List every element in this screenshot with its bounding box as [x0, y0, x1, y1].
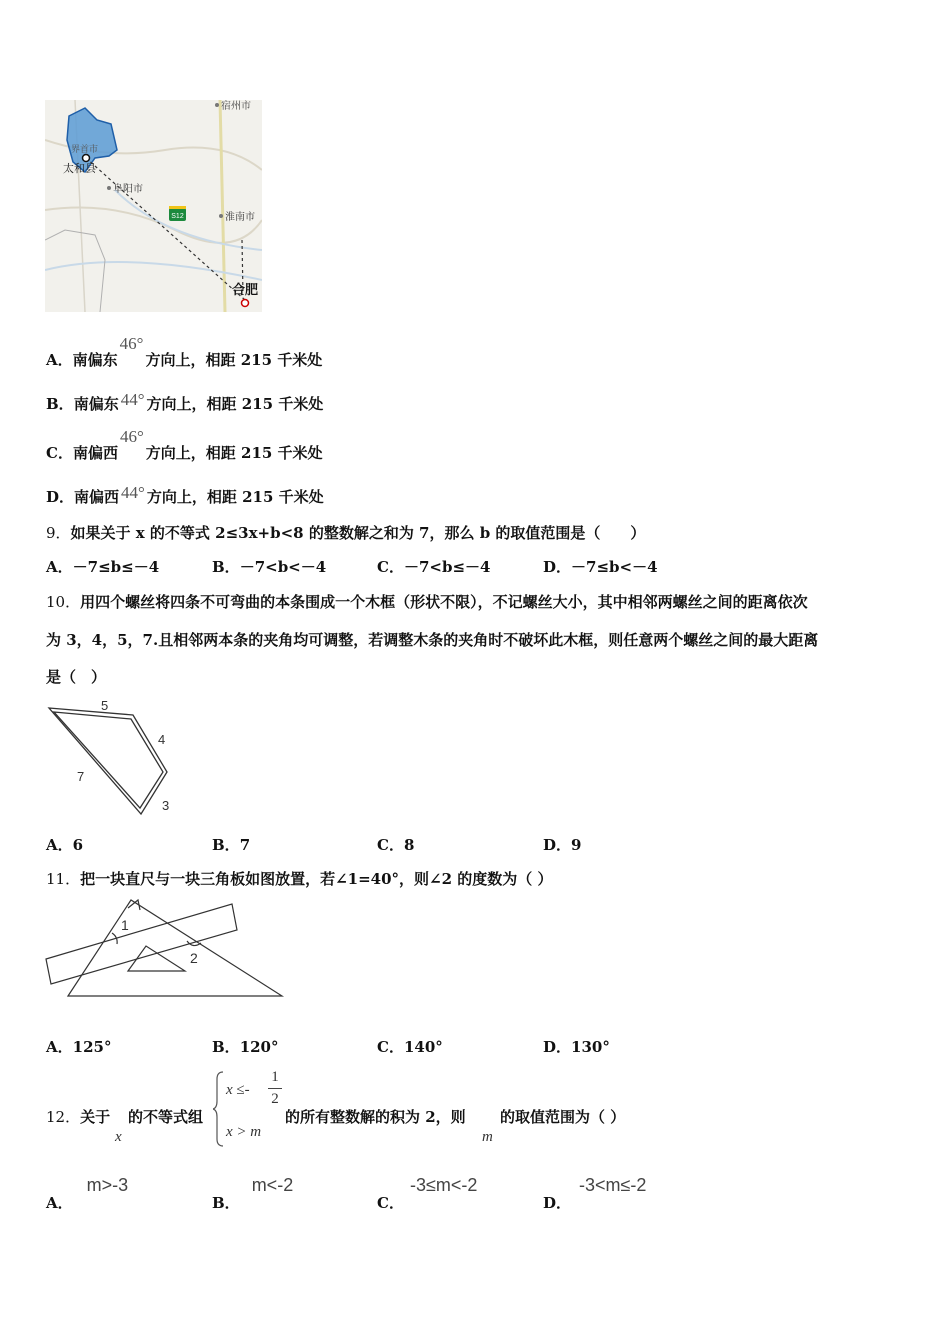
q9-option-c[interactable]: C．－7<b≤－4 [377, 558, 491, 576]
q11-ruler-triangle-figure [45, 897, 285, 1001]
angle-value: 44° [120, 390, 145, 409]
q12-fraction [268, 1069, 282, 1108]
q12-brace-icon [213, 1071, 225, 1147]
q12-option-b[interactable]: B．m<-2 [212, 1175, 294, 1212]
q8-option-d[interactable]: D．南偏西 44° 方向上，相距 215 千米处 [46, 483, 324, 506]
frame-outer [49, 708, 170, 814]
q12-stem-part2: 的不等式组 [128, 1108, 204, 1126]
q12-system-line2: x > m [226, 1124, 262, 1140]
q11-option-b[interactable]: B．120° [212, 1038, 279, 1056]
map-label-huainan: 淮南市 [225, 212, 255, 223]
q9-option-b[interactable]: B．－7<b<－4 [212, 558, 327, 576]
ruler-shape [46, 904, 237, 984]
q10-stem-line3: 是（ ） [46, 668, 107, 686]
angle-1-label: 1 [121, 917, 129, 933]
hefei-marker-icon [242, 300, 249, 307]
angle-value: 46° [119, 334, 144, 353]
frame-label-left: 7 [77, 769, 85, 784]
q10-option-b[interactable]: B．7 [212, 836, 251, 854]
frame-inner [54, 712, 166, 808]
q9-option-a[interactable]: A．－7≤b≤－4 [46, 558, 160, 576]
q11-stem: 11．把一块直尺与一块三角板如图放置，若∠1=40°，则∠2 的度数为（ ） [46, 870, 553, 888]
fraction-denominator: 2 [271, 1091, 279, 1107]
city-dot-icon [219, 214, 223, 218]
road-label: S12 [171, 213, 184, 220]
q10-wood-frame-figure [45, 700, 185, 820]
q12-system-line1-lhs: x ≤- [226, 1082, 250, 1098]
q10-stem-line2: 为 3，4，5，7.且相邻两本条的夹角均可调整，若调整木条的夹角时不破坏此木框，则任意两个螺丝之间的最大距离 [46, 631, 819, 649]
q10-option-c[interactable]: C．8 [377, 836, 415, 854]
q11-option-a[interactable]: A．125° [46, 1038, 112, 1056]
map-label-suzhou: 宿州市 [221, 101, 251, 112]
q8-option-b[interactable]: B．南偏东 44° 方向上，相距 215 千米处 [46, 390, 324, 413]
city-dot-icon [107, 186, 111, 190]
fraction-numerator: 1 [271, 1069, 279, 1085]
q12-option-a[interactable]: A．m>-3 [46, 1175, 129, 1212]
q9-option-d[interactable]: D．－7≤b<－4 [543, 558, 658, 576]
map-label-taihe: 太和县 [63, 163, 96, 175]
map-figure [45, 100, 262, 312]
road-shield-top [169, 206, 186, 209]
q12-stem-part4: 的取值范围为（ ） [500, 1108, 626, 1126]
q10-stem-line1: 10．用四个螺丝将四条不可弯曲的本条围成一个木框（形状不限），不记螺丝大小，其中相邻两螺丝之间的距离依次 [46, 593, 808, 611]
q8-option-a[interactable]: A．南偏东46°方向上，相距 215 千米处 [46, 334, 323, 369]
q12-stem-part1: 12．关于 [46, 1108, 111, 1126]
map-label-jieshou: 界首市 [71, 144, 99, 154]
angle-value: 44° [121, 483, 145, 502]
city-dot-icon [215, 103, 219, 107]
q11-option-c[interactable]: C．140° [377, 1038, 443, 1056]
angle-2-label: 2 [190, 950, 198, 966]
q12-var-m: m [482, 1129, 493, 1145]
fraction-bar [268, 1088, 282, 1089]
q12-var-x: x [115, 1129, 122, 1145]
taihe-marker-icon [83, 155, 90, 162]
map-label-hefei: 合肥 [232, 282, 259, 297]
q12-stem-part3: 的所有整数解的积为 2，则 [285, 1108, 466, 1126]
angle-value: 46° [119, 427, 144, 446]
frame-label-bottom: 3 [162, 798, 170, 813]
frame-label-top: 5 [101, 700, 109, 713]
q11-option-d[interactable]: D．130° [543, 1038, 610, 1056]
frame-label-right: 4 [158, 732, 166, 747]
q10-option-d[interactable]: D．9 [543, 836, 582, 854]
q12-option-c[interactable]: C．-3≤m<-2 [377, 1175, 478, 1212]
q8-option-c[interactable]: C．南偏西46°方向上，相距 215 千米处 [46, 427, 323, 462]
q9-stem: 9．如果关于 x 的不等式 2≤3x+b<8 的整数解之和为 7，那么 b 的取值范围是（ ） [46, 524, 646, 542]
map-label-fuyang: 阜阳市 [113, 184, 143, 195]
q12-option-d[interactable]: D．-3<m≤-2 [543, 1175, 647, 1212]
q10-option-a[interactable]: A．6 [46, 836, 84, 854]
